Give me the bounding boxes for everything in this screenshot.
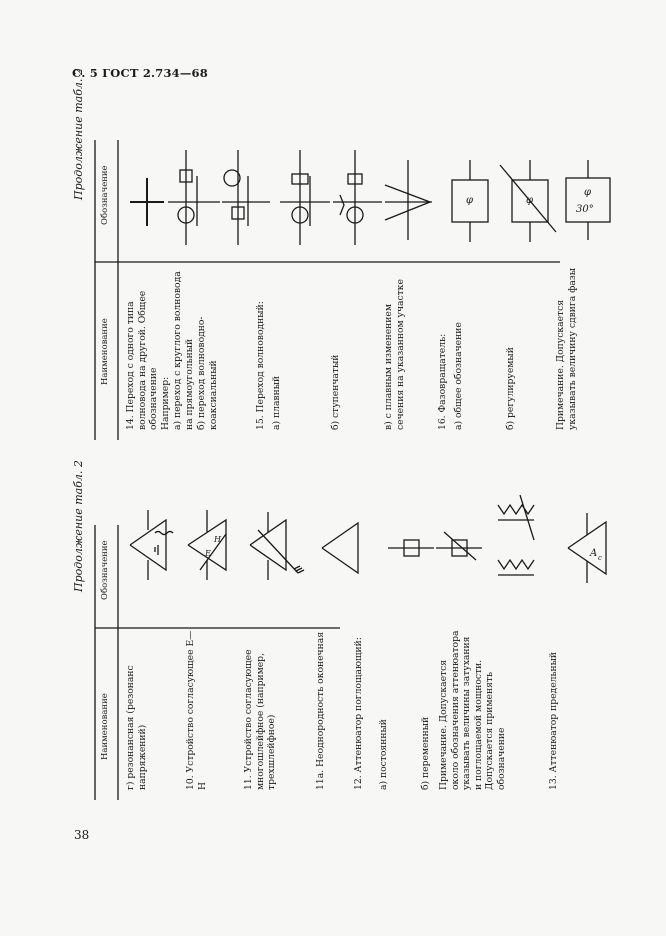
row-stepped: б) ступенчатый [330, 354, 341, 430]
phi-label-value: φ [584, 187, 592, 198]
row-cutoff-attenuator: 13. Аттенюатор предельный [548, 651, 559, 790]
row-attenuator-variable: б) переменный [420, 716, 431, 790]
left-continuation-label: Продолжение табл. 2 [72, 460, 85, 592]
waveguide-coax-symbol [222, 150, 270, 245]
row-phase-note: Примечание. Допускается указывать величину сдвига фазы [555, 267, 578, 430]
ac-label: A [590, 548, 598, 559]
gradual-section-symbol [385, 160, 432, 240]
row-gradual-section: в) с плавным изменением сечения на указанном участке [383, 279, 406, 430]
transition-general-symbol [130, 178, 164, 226]
row-resonant: г) резонансная (резонанс напряжений) [125, 665, 148, 790]
h-label: H [214, 535, 221, 544]
row-attenuator-note: Примечание. Допускается около обозначения аттенюатора указывать величины затухания и поглощаемой мощности. Допускается применять обозначение [438, 630, 507, 790]
row-matching-eh: 10. Устройство согласующее E—H [185, 630, 208, 790]
ac-sub-label: c [598, 554, 602, 562]
phase-shifter-symbol [452, 160, 488, 242]
row-waveguide-transition: 15. Переход волноводный: [255, 301, 266, 430]
left-col-name-header: Наименование [100, 693, 110, 760]
page-header: С. 5 ГОСТ 2.734—68 [72, 66, 208, 80]
row-round-to-rect: а) переход с круглого волновода на прямоугольный [172, 271, 195, 430]
right-continuation-label: Продолжение табл. 2 [72, 68, 85, 200]
e-label: E [205, 549, 211, 558]
row-smooth: а) плавный [271, 375, 282, 430]
right-col-symbol-header: Обозначение [100, 165, 110, 225]
row-phase-shifter-adjustable: б) регулируемый [505, 347, 516, 430]
row-matching-multistub: 11. Устройство согласующее многошлейфное (например, трехшлейфное) [243, 649, 277, 790]
phi-label: φ [466, 195, 474, 206]
row-attenuator-fixed: а) постоянный [378, 719, 389, 790]
row-phase-shifter-general: а) общее обозначение [453, 322, 464, 430]
row-waveguide-coax: б) переход волноводно-коаксиальный [196, 316, 219, 430]
stepped-transition-symbol [333, 150, 382, 245]
right-col-name-header: Наименование [100, 318, 110, 385]
row-example: Например: [160, 376, 171, 430]
adjustable-phase-shifter-symbol [500, 160, 556, 242]
degree-label: 30° [576, 204, 594, 215]
smooth-transition-symbol [280, 150, 330, 245]
row-end-discontinuity: 11а. Неоднородность оконечная [315, 631, 326, 790]
phase-shift-value-symbol [566, 160, 610, 240]
round-to-rect-symbol [168, 150, 220, 245]
phi-label-adjustable: φ [526, 195, 534, 206]
row-phase-shifter: 16. Фазовращатель: [437, 333, 448, 430]
page-number: 38 [74, 828, 90, 842]
row-attenuator: 12. Аттенюатор поглощающий: [353, 637, 364, 790]
row-transition: 14. Переход с одного типа волновода на другой. Общее обозначение [125, 290, 159, 430]
left-col-symbol-header: Обозначение [100, 540, 110, 600]
